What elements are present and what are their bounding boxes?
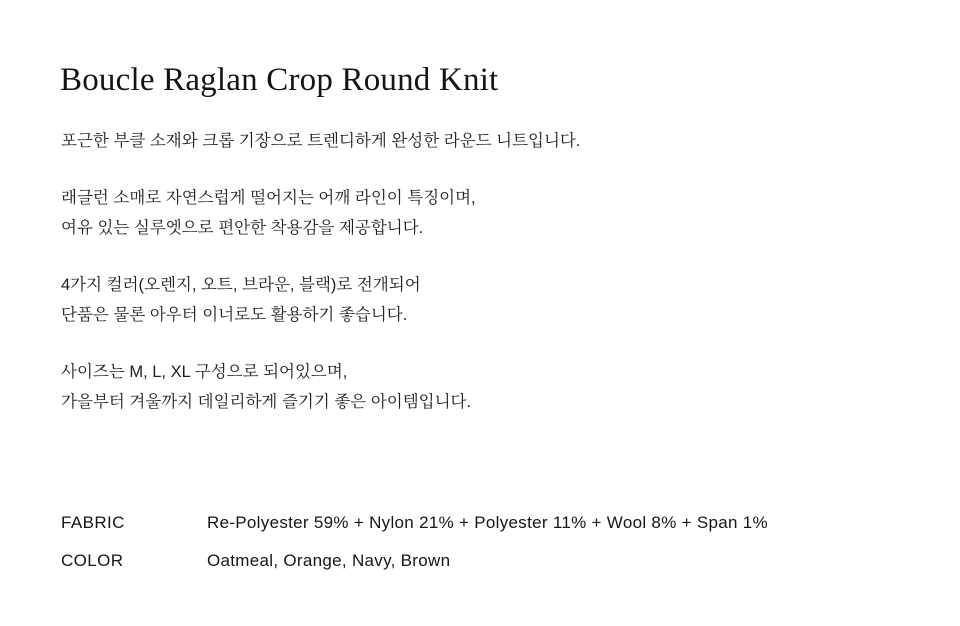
spec-row-color	[61, 551, 921, 571]
description-block	[61, 126, 861, 156]
description-line: 단품은 물론 아우터 이너로도 활용하기 좋습니다.	[61, 306, 408, 324]
spec-value-color: Oatmeal, Orange, Navy, Brown	[207, 551, 451, 570]
spec-label-fabric: FABRIC	[61, 513, 125, 532]
description-block	[61, 270, 861, 330]
page-title: Boucle Raglan Crop Round Knit	[60, 62, 499, 99]
description-block	[61, 357, 861, 417]
product-description	[61, 126, 861, 417]
description-line: 사이즈는 M, L, XL 구성으로 되어있으며,	[61, 363, 348, 381]
spec-value-fabric: Re-Polyester 59% + Nylon 21% + Polyester 11% + Wool 8% + Span 1%	[207, 513, 768, 532]
description-line: 래글런 소매로 자연스럽게 떨어지는 어깨 라인이 특징이며,	[61, 189, 476, 207]
spec-row-fabric	[61, 513, 921, 533]
product-spec-table	[61, 513, 921, 571]
description-line: 포근한 부클 소재와 크롭 기장으로 트렌디하게 완성한 라운드 니트입니다.	[61, 132, 581, 150]
description-line: 4가지 컬러(오렌지, 오트, 브라운, 블랙)로 전개되어	[61, 276, 421, 294]
description-line: 여유 있는 실루엣으로 편안한 착용감을 제공합니다.	[61, 219, 424, 237]
description-line: 가을부터 겨울까지 데일리하게 즐기기 좋은 아이템입니다.	[61, 393, 472, 411]
spec-label-color: COLOR	[61, 551, 124, 570]
description-block	[61, 183, 861, 243]
